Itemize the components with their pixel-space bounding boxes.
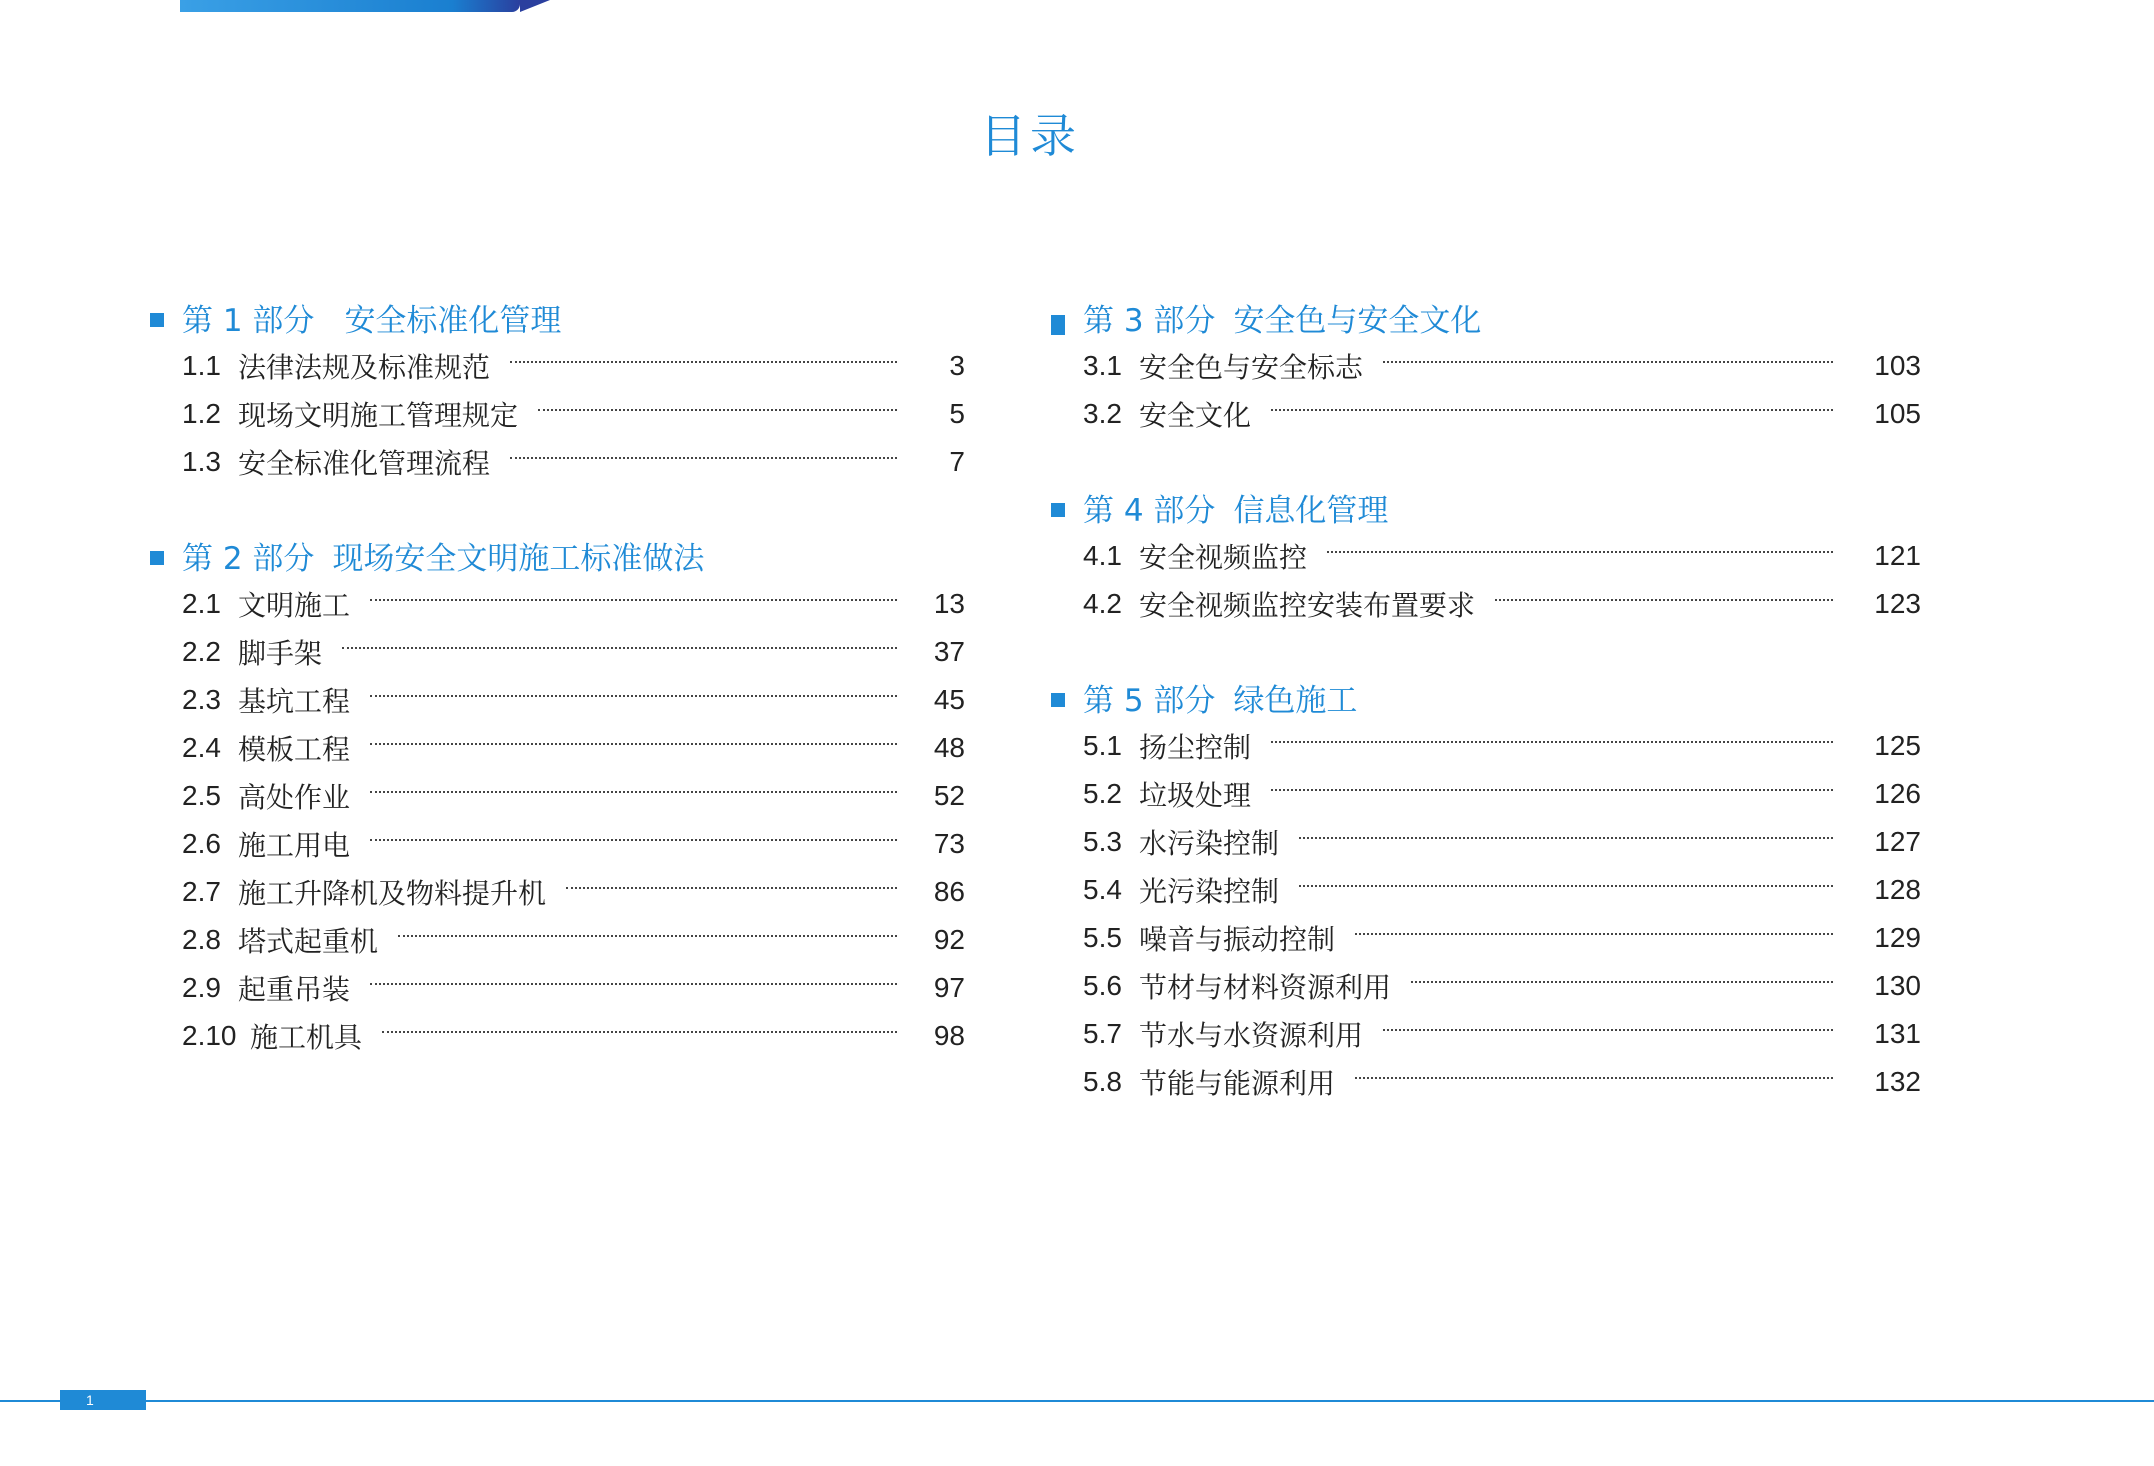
square-bullet-icon [150, 551, 164, 565]
entry-title: 安全色与安全标志 [1139, 351, 1364, 384]
toc-entry[interactable] [150, 964, 995, 1012]
square-bullet-icon [1051, 693, 1065, 707]
entry-title: 文明施工 [238, 589, 351, 622]
dotted-leader [1271, 741, 1833, 743]
toc-entry[interactable] [1051, 818, 1921, 866]
square-bullet-icon [1051, 315, 1065, 335]
dotted-leader [1495, 599, 1833, 601]
entry-title: 节水与水资源利用 [1139, 1019, 1364, 1052]
entry-page-number: 45 [933, 684, 965, 715]
entry-title: 垃圾处理 [1139, 779, 1252, 812]
dotted-leader [1411, 981, 1833, 983]
entry-number: 5.8 [1083, 1066, 1122, 1097]
dotted-leader [510, 457, 897, 459]
entry-title: 安全视频监控 [1139, 541, 1308, 574]
toc-entry[interactable] [150, 628, 995, 676]
entry-page-number: 127 [1874, 826, 1921, 857]
dotted-leader [1327, 551, 1833, 553]
section-prefix: 第 5 部分 [1083, 682, 1216, 719]
entry-page-number: 7 [949, 446, 965, 477]
entry-title: 施工升降机及物料提升机 [238, 877, 547, 910]
entry-number: 2.8 [182, 924, 221, 955]
dotted-leader [342, 647, 897, 649]
toc-entry[interactable] [1051, 770, 1921, 818]
toc-entry[interactable] [1051, 866, 1921, 914]
entry-page-number: 98 [933, 1020, 965, 1051]
entry-number: 5.6 [1083, 970, 1122, 1001]
entry-page-number: 123 [1874, 588, 1921, 619]
entry-number: 4.2 [1083, 588, 1122, 619]
section-title: 安全色与安全文化 [1233, 302, 1482, 339]
dotted-leader [566, 887, 897, 889]
toc-entry[interactable] [150, 820, 995, 868]
entry-page-number: 86 [933, 876, 965, 907]
toc-entry[interactable] [150, 868, 995, 916]
entry-number: 2.6 [182, 828, 221, 859]
entry-number: 2.5 [182, 780, 221, 811]
toc-entry[interactable] [1051, 390, 1921, 438]
entry-number: 2.1 [182, 588, 221, 619]
entry-page-number: 5 [949, 398, 965, 429]
entry-title: 现场文明施工管理规定 [238, 399, 519, 432]
entry-number: 5.1 [1083, 730, 1122, 761]
entry-title: 光污染控制 [1139, 875, 1280, 908]
square-bullet-icon [150, 313, 164, 327]
dotted-leader [1383, 1029, 1833, 1031]
entry-page-number: 73 [933, 828, 965, 859]
section-prefix: 第 2 部分 [182, 540, 315, 577]
dotted-leader [382, 1031, 897, 1033]
entry-title: 节能与能源利用 [1139, 1067, 1336, 1100]
entry-page-number: 131 [1874, 1018, 1921, 1049]
entry-page-number: 103 [1874, 350, 1921, 381]
toc-entry[interactable] [1051, 722, 1921, 770]
section-header[interactable] [1051, 482, 1921, 532]
dotted-leader [398, 935, 897, 937]
section-header[interactable] [150, 530, 995, 580]
page-number-badge: 1 [60, 1390, 146, 1410]
entry-title: 施工机具 [250, 1021, 363, 1054]
entry-number: 2.9 [182, 972, 221, 1003]
entry-page-number: 92 [933, 924, 965, 955]
section-header[interactable] [150, 292, 995, 342]
dotted-leader [370, 839, 897, 841]
dotted-leader [1299, 885, 1833, 887]
entry-number: 3.1 [1083, 350, 1122, 381]
section-prefix: 第 3 部分 [1083, 302, 1216, 339]
entry-page-number: 105 [1874, 398, 1921, 429]
entry-number: 5.7 [1083, 1018, 1122, 1049]
dotted-leader [1271, 789, 1833, 791]
entry-title: 安全标准化管理流程 [238, 447, 491, 480]
entry-page-number: 126 [1874, 778, 1921, 809]
toc-entry[interactable] [1051, 914, 1921, 962]
dotted-leader [370, 983, 897, 985]
entry-title: 噪音与振动控制 [1139, 923, 1336, 956]
dotted-leader [1355, 933, 1833, 935]
entry-page-number: 52 [933, 780, 965, 811]
entry-number: 5.3 [1083, 826, 1122, 857]
entry-number: 1.2 [182, 398, 221, 429]
toc-entry[interactable] [150, 724, 995, 772]
entry-number: 2.7 [182, 876, 221, 907]
toc-entry[interactable] [1051, 1010, 1921, 1058]
toc-entry[interactable] [150, 390, 995, 438]
entry-number: 5.5 [1083, 922, 1122, 953]
toc-entry[interactable] [150, 438, 995, 486]
footer-rule [0, 1400, 2154, 1402]
entry-title: 扬尘控制 [1139, 731, 1252, 764]
entry-title: 安全视频监控安装布置要求 [1139, 589, 1476, 622]
section-header[interactable] [1051, 672, 1921, 722]
entry-page-number: 97 [933, 972, 965, 1003]
entry-page-number: 37 [933, 636, 965, 667]
entry-page-number: 13 [933, 588, 965, 619]
page-title: 目录 [980, 109, 1080, 163]
entry-page-number: 3 [949, 350, 965, 381]
entry-number: 5.4 [1083, 874, 1122, 905]
dotted-leader [1271, 409, 1833, 411]
section-prefix: 第 4 部分 [1083, 492, 1216, 529]
entry-title: 基坑工程 [238, 685, 351, 718]
dotted-leader [370, 695, 897, 697]
entry-page-number: 130 [1874, 970, 1921, 1001]
entry-page-number: 121 [1874, 540, 1921, 571]
entry-title: 脚手架 [238, 637, 323, 670]
square-bullet-icon [1051, 503, 1065, 517]
dotted-leader [370, 743, 897, 745]
toc-left-column [150, 292, 995, 1104]
entry-number: 1.3 [182, 446, 221, 477]
toc-entry[interactable] [150, 1012, 995, 1060]
entry-number: 3.2 [1083, 398, 1122, 429]
dotted-leader [510, 361, 897, 363]
entry-title: 安全文化 [1139, 399, 1252, 432]
entry-title: 水污染控制 [1139, 827, 1280, 860]
toc-entry[interactable] [150, 342, 995, 390]
toc-section [150, 292, 995, 486]
dotted-leader [370, 599, 897, 601]
toc-right-column [1051, 292, 1921, 1150]
toc-section [150, 530, 995, 1060]
entry-title: 塔式起重机 [238, 925, 379, 958]
entry-page-number: 125 [1874, 730, 1921, 761]
entry-page-number: 132 [1874, 1066, 1921, 1097]
entry-title: 法律法规及标准规范 [238, 351, 491, 384]
entry-title: 高处作业 [238, 781, 351, 814]
toc-entry[interactable] [150, 772, 995, 820]
entry-number: 2.2 [182, 636, 221, 667]
toc-entry[interactable] [1051, 580, 1921, 628]
entry-title: 起重吊装 [238, 973, 351, 1006]
toc-entry[interactable] [1051, 962, 1921, 1010]
toc-entry[interactable] [1051, 532, 1921, 580]
section-title: 安全标准化管理 [344, 302, 562, 339]
entry-title: 节材与材料资源利用 [1139, 971, 1392, 1004]
toc-entry[interactable] [150, 916, 995, 964]
toc-section [1051, 482, 1921, 628]
dotted-leader [1383, 361, 1833, 363]
entry-title: 施工用电 [238, 829, 351, 862]
entry-page-number: 128 [1874, 874, 1921, 905]
top-decorative-bar [180, 0, 520, 12]
entry-title: 模板工程 [238, 733, 351, 766]
toc-entry[interactable] [1051, 1058, 1921, 1106]
entry-number: 1.1 [182, 350, 221, 381]
toc-entry[interactable] [1051, 342, 1921, 390]
toc-entry[interactable] [150, 676, 995, 724]
section-prefix: 第 1 部分 [182, 302, 315, 339]
entry-number: 4.1 [1083, 540, 1122, 571]
entry-number: 5.2 [1083, 778, 1122, 809]
entry-number: 2.3 [182, 684, 221, 715]
toc-section [1051, 292, 1921, 438]
dotted-leader [1355, 1077, 1833, 1079]
entry-page-number: 129 [1874, 922, 1921, 953]
dotted-leader [1299, 837, 1833, 839]
entry-page-number: 48 [933, 732, 965, 763]
section-title: 绿色施工 [1233, 682, 1358, 719]
toc-entry[interactable] [150, 580, 995, 628]
section-header[interactable] [1051, 292, 1921, 342]
dotted-leader [370, 791, 897, 793]
dotted-leader [538, 409, 897, 411]
section-title: 现场安全文明施工标准做法 [332, 540, 705, 577]
entry-number: 2.10 [182, 1020, 237, 1051]
section-title: 信息化管理 [1233, 492, 1389, 529]
entry-number: 2.4 [182, 732, 221, 763]
toc-section [1051, 672, 1921, 1106]
